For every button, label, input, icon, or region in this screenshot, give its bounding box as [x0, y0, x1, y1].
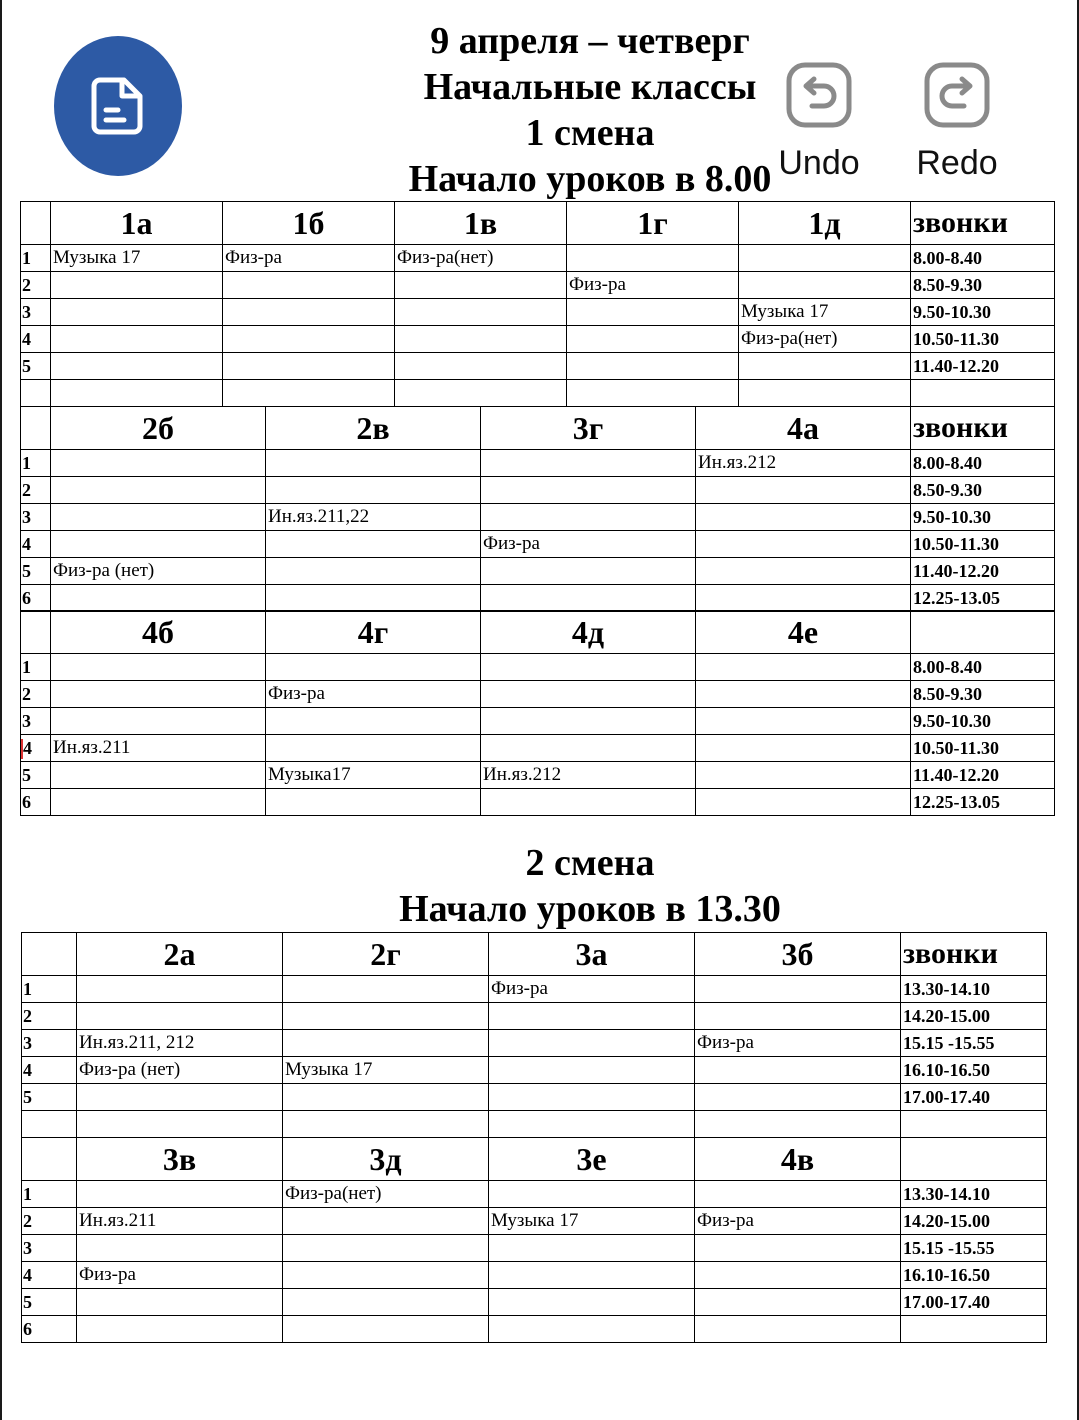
table-row: [22, 1003, 1047, 1030]
lesson-cell: [77, 1181, 283, 1208]
bell-time: 10.50-11.30: [911, 735, 1055, 762]
bell-time: 13.30-14.10: [901, 976, 1047, 1003]
lesson-number: 2: [22, 1003, 77, 1030]
lesson-cell: [567, 353, 739, 380]
lesson-cell: [395, 299, 567, 326]
lesson-cell: [696, 504, 911, 531]
lesson-cell: [395, 380, 567, 407]
shift2-table-1: [21, 932, 1047, 1138]
corner-cell: [21, 407, 51, 450]
lesson-cell: [695, 1003, 901, 1030]
lesson-cell: [739, 353, 911, 380]
lesson-number: 5: [21, 558, 51, 585]
lesson-number: 4: [21, 531, 51, 558]
lesson-cell: [695, 1057, 901, 1084]
lesson-number: 5: [22, 1289, 77, 1316]
lesson-cell: [481, 477, 696, 504]
lesson-cell: [696, 789, 911, 816]
grades-title: Начальные классы: [423, 66, 757, 108]
lesson-cell: [283, 1030, 489, 1057]
lesson-cell: [395, 353, 567, 380]
lesson-cell: Физ-ра (нет): [77, 1057, 283, 1084]
lesson-cell: [51, 477, 266, 504]
lesson-number: 3: [22, 1030, 77, 1057]
lesson-cell: [489, 1003, 695, 1030]
lesson-cell: [481, 585, 696, 612]
undo-label: Undo: [778, 144, 860, 182]
lesson-cell: [695, 1235, 901, 1262]
lesson-cell: Физ-ра (нет): [51, 558, 266, 585]
lesson-cell: [77, 1235, 283, 1262]
lesson-cell: [489, 1235, 695, 1262]
lesson-cell: Ин.яз.211,22: [266, 504, 481, 531]
lesson-cell: [283, 1262, 489, 1289]
corner-cell: [21, 202, 51, 245]
lesson-cell: Физ-ра: [567, 272, 739, 299]
lesson-cell: [567, 326, 739, 353]
lesson-cell: [51, 708, 266, 735]
corner-cell: [22, 933, 77, 976]
lesson-cell: Музыка17: [266, 762, 481, 789]
lesson-cell: [77, 1003, 283, 1030]
lesson-cell: [489, 1030, 695, 1057]
class-header: 3д: [283, 1138, 489, 1181]
lesson-cell: [481, 450, 696, 477]
table-row: [21, 326, 1055, 353]
lesson-number: 1: [21, 450, 51, 477]
lesson-cell: [283, 1316, 489, 1343]
header-row: [21, 611, 1055, 654]
lesson-cell: [266, 708, 481, 735]
lesson-cell: [77, 1316, 283, 1343]
table-row: [21, 272, 1055, 299]
bell-time: 11.40-12.20: [911, 353, 1055, 380]
bell-time: 9.50-10.30: [911, 504, 1055, 531]
lesson-cell: [395, 326, 567, 353]
class-header: 3в: [77, 1138, 283, 1181]
lesson-number: [22, 1111, 77, 1138]
bell-time: 8.00-8.40: [911, 245, 1055, 272]
class-header: 4д: [481, 611, 696, 654]
table-row: [21, 531, 1055, 558]
undo-button[interactable]: [774, 62, 864, 183]
lesson-number: 3: [21, 708, 51, 735]
lesson-cell: [696, 558, 911, 585]
lesson-cell: Ин.яз.212: [696, 450, 911, 477]
lesson-cell: [489, 1084, 695, 1111]
bell-time: 14.20-15.00: [901, 1003, 1047, 1030]
lesson-cell: [77, 1084, 283, 1111]
lesson-cell: Музыка 17: [489, 1208, 695, 1235]
bell-time: 16.10-16.50: [901, 1057, 1047, 1084]
shift1-table-2: [20, 406, 1055, 612]
lesson-cell: [266, 735, 481, 762]
table-row: [21, 708, 1055, 735]
lesson-number: 5: [21, 353, 51, 380]
shift1-grade1-table: [20, 201, 1055, 407]
lesson-cell: [695, 1181, 901, 1208]
lesson-cell: [51, 353, 223, 380]
start1-title: Начало уроков в 8.00: [408, 158, 772, 200]
lesson-number: 5: [21, 762, 51, 789]
lesson-number: 2: [21, 477, 51, 504]
lesson-cell: [266, 450, 481, 477]
lesson-cell: [51, 531, 266, 558]
lesson-cell: [481, 654, 696, 681]
lesson-cell: [283, 1235, 489, 1262]
lesson-cell: [695, 1262, 901, 1289]
lesson-cell: [51, 450, 266, 477]
table-row: [21, 585, 1055, 612]
lesson-number: 6: [21, 789, 51, 816]
lesson-number: 1: [22, 1181, 77, 1208]
lesson-cell: [223, 326, 395, 353]
lesson-cell: [739, 380, 911, 407]
shift2-table-2: [21, 1137, 1047, 1343]
class-header: 2г: [283, 933, 489, 976]
lesson-cell: [481, 789, 696, 816]
lesson-cell: [696, 708, 911, 735]
lesson-cell: [283, 1003, 489, 1030]
lesson-number: 2: [22, 1208, 77, 1235]
table-row: [22, 1208, 1047, 1235]
lesson-cell: Физ-ра(нет): [739, 326, 911, 353]
lesson-cell: [695, 1084, 901, 1111]
bells-header: звонки: [911, 407, 1055, 450]
lesson-cell: [739, 272, 911, 299]
shift1-table-3: [20, 610, 1055, 816]
lesson-number: 6: [22, 1316, 77, 1343]
lesson-cell: [266, 477, 481, 504]
table-row: [21, 789, 1055, 816]
lesson-cell: [696, 531, 911, 558]
lesson-cell: [695, 1289, 901, 1316]
lesson-cell: [696, 585, 911, 612]
lesson-cell: [51, 299, 223, 326]
lesson-cell: Музыка 17: [739, 299, 911, 326]
lesson-cell: [489, 1111, 695, 1138]
lesson-cell: [395, 272, 567, 299]
redo-arrow-icon: [924, 62, 990, 128]
lesson-cell: [51, 654, 266, 681]
class-header: 2а: [77, 933, 283, 976]
lesson-cell: [489, 1181, 695, 1208]
lesson-cell: [77, 1111, 283, 1138]
lesson-cell: [489, 1262, 695, 1289]
lesson-cell: [695, 1316, 901, 1343]
header-row: [21, 202, 1055, 245]
lesson-cell: [51, 272, 223, 299]
bells-header: [901, 1138, 1047, 1181]
start2-title: Начало уроков в 13.30: [399, 888, 781, 930]
bell-time: 10.50-11.30: [911, 326, 1055, 353]
class-header: 3е: [489, 1138, 695, 1181]
class-header: 4а: [696, 407, 911, 450]
lesson-cell: [283, 1289, 489, 1316]
lesson-cell: Физ-ра: [481, 531, 696, 558]
table-row: [21, 353, 1055, 380]
lesson-cell: [696, 762, 911, 789]
lesson-cell: [739, 245, 911, 272]
bell-time: 11.40-12.20: [911, 762, 1055, 789]
bell-time: 17.00-17.40: [901, 1084, 1047, 1111]
lesson-cell: [266, 789, 481, 816]
lesson-cell: [266, 654, 481, 681]
lesson-cell: [695, 976, 901, 1003]
bell-time: [911, 380, 1055, 407]
class-header: 3а: [489, 933, 695, 976]
lesson-cell: Физ-ра: [695, 1030, 901, 1057]
lesson-cell: Физ-ра: [77, 1262, 283, 1289]
bell-time: 10.50-11.30: [911, 531, 1055, 558]
header-row: [21, 407, 1055, 450]
table-row: [22, 1030, 1047, 1057]
lesson-cell: Музыка 17: [283, 1057, 489, 1084]
bell-time: 14.20-15.00: [901, 1208, 1047, 1235]
table-row: [21, 245, 1055, 272]
class-header: 4в: [695, 1138, 901, 1181]
bells-header: [911, 611, 1055, 654]
lesson-cell: Физ-ра: [695, 1208, 901, 1235]
lesson-cell: [489, 1289, 695, 1316]
lesson-cell: Ин.яз.211: [77, 1208, 283, 1235]
lesson-number: 2: [21, 681, 51, 708]
bell-time: 8.50-9.30: [911, 681, 1055, 708]
page-left-edge: [0, 0, 2, 1420]
table-row: [22, 1084, 1047, 1111]
lesson-cell: [283, 1084, 489, 1111]
lesson-cell: [481, 681, 696, 708]
table-row: [21, 735, 1055, 762]
lesson-number: 1: [21, 654, 51, 681]
lesson-number: 1: [21, 245, 51, 272]
lesson-cell: [481, 735, 696, 762]
bell-time: 12.25-13.05: [911, 789, 1055, 816]
class-header: 3г: [481, 407, 696, 450]
corner-cell: [21, 611, 51, 654]
table-row: [22, 1057, 1047, 1084]
bell-time: 15.15 -15.55: [901, 1030, 1047, 1057]
bell-time: [901, 1111, 1047, 1138]
lesson-cell: [696, 735, 911, 762]
table-row: [22, 1235, 1047, 1262]
lesson-cell: [266, 585, 481, 612]
class-header: 4г: [266, 611, 481, 654]
class-header: 3б: [695, 933, 901, 976]
lesson-number: 5: [22, 1084, 77, 1111]
corner-cell: [22, 1138, 77, 1181]
class-header: 4б: [51, 611, 266, 654]
bell-time: 8.50-9.30: [911, 272, 1055, 299]
table-row: [21, 504, 1055, 531]
lesson-cell: Физ-ра(нет): [283, 1181, 489, 1208]
bell-time: 11.40-12.20: [911, 558, 1055, 585]
lesson-cell: [266, 558, 481, 585]
bell-time: 13.30-14.10: [901, 1181, 1047, 1208]
lesson-cell: [481, 708, 696, 735]
table-row: [21, 681, 1055, 708]
bell-time: 16.10-16.50: [901, 1262, 1047, 1289]
table-row: [22, 1262, 1047, 1289]
lesson-cell: Ин.яз.211: [51, 735, 266, 762]
lesson-cell: [77, 976, 283, 1003]
bell-time: 15.15 -15.55: [901, 1235, 1047, 1262]
bell-time: [901, 1316, 1047, 1343]
lesson-cell: [481, 504, 696, 531]
class-header: 1а: [51, 202, 223, 245]
lesson-cell: [283, 1111, 489, 1138]
lesson-cell: [266, 531, 481, 558]
header-row: [22, 933, 1047, 976]
lesson-cell: Ин.яз.212: [481, 762, 696, 789]
lesson-number: 3: [21, 504, 51, 531]
lesson-cell: [696, 477, 911, 504]
lesson-cell: [283, 976, 489, 1003]
table-row: [21, 450, 1055, 477]
lesson-cell: [77, 1289, 283, 1316]
shift1-title: 1 смена: [525, 112, 655, 154]
lesson-number: 3: [22, 1235, 77, 1262]
lesson-number: [21, 735, 51, 762]
lesson-cell: Физ-ра(нет): [395, 245, 567, 272]
lesson-number-text: 4: [23, 737, 32, 758]
bell-time: 12.25-13.05: [911, 585, 1055, 612]
table-row: [21, 380, 1055, 407]
lesson-number: 6: [21, 585, 51, 612]
lesson-cell: [696, 681, 911, 708]
bell-time: 8.00-8.40: [911, 450, 1055, 477]
bell-time: 8.00-8.40: [911, 654, 1055, 681]
lesson-number: 1: [22, 976, 77, 1003]
header-row: [22, 1138, 1047, 1181]
undo-arrow-icon: [786, 62, 852, 128]
shift2-title: 2 смена: [525, 842, 655, 884]
table-row: [22, 1181, 1047, 1208]
bells-header: звонки: [901, 933, 1047, 976]
class-header: 1г: [567, 202, 739, 245]
lesson-cell: [567, 299, 739, 326]
lesson-cell: Физ-ра: [489, 976, 695, 1003]
class-header: 1б: [223, 202, 395, 245]
lesson-cell: [283, 1208, 489, 1235]
redo-label: Redo: [916, 144, 998, 182]
lesson-cell: [695, 1111, 901, 1138]
lesson-cell: Ин.яз.211, 212: [77, 1030, 283, 1057]
lesson-number: 2: [21, 272, 51, 299]
lesson-number: 4: [21, 326, 51, 353]
table-row: [21, 299, 1055, 326]
bell-time: 8.50-9.30: [911, 477, 1055, 504]
table-row: [22, 1289, 1047, 1316]
lesson-number: [21, 380, 51, 407]
table-row: [22, 976, 1047, 1003]
lesson-cell: [567, 245, 739, 272]
lesson-cell: [51, 326, 223, 353]
class-header: 2б: [51, 407, 266, 450]
lesson-cell: Физ-ра: [266, 681, 481, 708]
lesson-cell: Музыка 17: [51, 245, 223, 272]
bell-time: 9.50-10.30: [911, 708, 1055, 735]
table-row: [21, 477, 1055, 504]
lesson-cell: [481, 558, 696, 585]
lesson-cell: [51, 789, 266, 816]
lesson-cell: Физ-ра: [223, 245, 395, 272]
lesson-number: 4: [22, 1262, 77, 1289]
redo-button[interactable]: [912, 62, 1002, 183]
lesson-cell: [489, 1057, 695, 1084]
lesson-cell: [489, 1316, 695, 1343]
lesson-cell: [51, 380, 223, 407]
table-row: [21, 558, 1055, 585]
document-button[interactable]: [54, 36, 182, 176]
lesson-cell: [51, 504, 266, 531]
class-header: 4е: [696, 611, 911, 654]
lesson-cell: [223, 353, 395, 380]
lesson-number: 4: [22, 1057, 77, 1084]
date-title: 9 апреля – четверг: [430, 20, 750, 62]
lesson-cell: [223, 380, 395, 407]
table-row: [21, 762, 1055, 789]
lesson-cell: [51, 681, 266, 708]
class-header: 2в: [266, 407, 481, 450]
table-row: [22, 1316, 1047, 1343]
bell-time: 17.00-17.40: [901, 1289, 1047, 1316]
bells-header: звонки: [911, 202, 1055, 245]
lesson-cell: [567, 380, 739, 407]
lesson-cell: [223, 272, 395, 299]
table-row: [21, 654, 1055, 681]
bell-time: 9.50-10.30: [911, 299, 1055, 326]
lesson-number: 3: [21, 299, 51, 326]
class-header: 1д: [739, 202, 911, 245]
lesson-cell: [51, 762, 266, 789]
lesson-cell: [51, 585, 266, 612]
document-icon: [90, 76, 146, 136]
lesson-cell: [223, 299, 395, 326]
lesson-cell: [696, 654, 911, 681]
class-header: 1в: [395, 202, 567, 245]
table-row: [22, 1111, 1047, 1138]
